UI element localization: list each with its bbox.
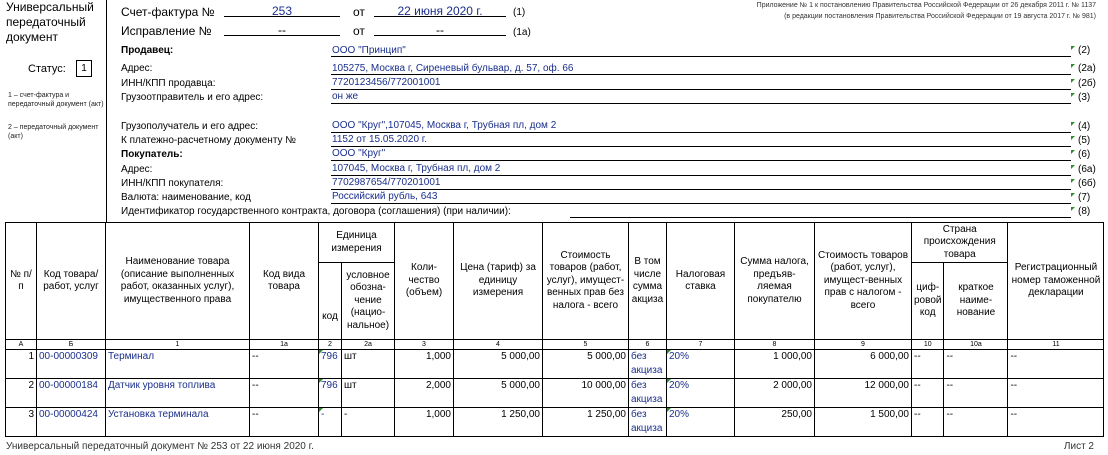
th-declaration: Регистрационный номер таможенной декларации <box>1008 223 1104 340</box>
cell-item-name[interactable]: Датчик уровня топлива <box>106 379 250 408</box>
invoice-code: (1) <box>513 7 526 18</box>
cell-index: 1 <box>6 350 37 379</box>
cell-cost[interactable]: 5 000,00 <box>543 350 629 379</box>
contract-id-code: (8) <box>1078 206 1091 217</box>
buyer-inn-value[interactable]: 7702987654/770201001 <box>332 177 441 188</box>
correction-code: (1а) <box>513 27 531 38</box>
cell-total[interactable]: 6 000,00 <box>815 350 912 379</box>
cell-total[interactable]: 12 000,00 <box>815 379 912 408</box>
status-label: Статус: <box>28 63 66 75</box>
colnum: 8 <box>735 340 815 350</box>
cell-price[interactable]: 1 250,00 <box>454 408 543 437</box>
colnum: 4 <box>454 340 543 350</box>
cell-rate[interactable]: 20% <box>667 379 735 408</box>
goods-table <box>5 222 1104 437</box>
th-excise: В том числе сумма акциза <box>629 223 667 340</box>
cell-rate[interactable]: 20% <box>667 350 735 379</box>
cell-unit-name[interactable]: шт <box>342 350 395 379</box>
buyer-address-value[interactable]: 107045, Москва г, Трубная пл, дом 2 <box>332 163 501 174</box>
cell-rate[interactable]: 20% <box>667 408 735 437</box>
seller-value[interactable]: ООО "Принцип" <box>332 45 406 56</box>
correction-from: от <box>353 24 365 38</box>
th-country-name: краткое наиме-нование <box>944 263 1008 340</box>
cell-country-name[interactable]: -- <box>944 408 1008 437</box>
currency-code: (7) <box>1078 192 1091 203</box>
colnum: 3 <box>395 340 454 350</box>
cell-item-code[interactable]: 00-00000184 <box>37 379 106 408</box>
column-numbers-row <box>6 340 1104 350</box>
colnum: 1а <box>250 340 319 350</box>
contract-id-label: Идентификатор государственного контракта, договора (соглашения) (при наличии): <box>121 206 511 217</box>
cell-item-name[interactable]: Установка терминала <box>106 408 250 437</box>
colnum: 10 <box>912 340 944 350</box>
invoice-number[interactable]: 253 <box>271 4 293 18</box>
buyer-inn-code: (6б) <box>1078 178 1096 189</box>
payment-doc-label: К платежно-расчетному документу № <box>121 135 297 146</box>
colnum: А <box>6 340 37 350</box>
consignee-code: (4) <box>1078 121 1091 132</box>
th-qty: Коли-чество (объем) <box>395 223 454 340</box>
colnum: 2 <box>319 340 342 350</box>
seller-inn-label: ИНН/КПП продавца: <box>121 78 216 89</box>
shipper-value[interactable]: он же <box>332 91 359 102</box>
table-row[interactable] <box>6 350 1104 379</box>
table-row[interactable] <box>6 408 1104 437</box>
payment-doc-code: (5) <box>1078 135 1091 146</box>
buyer-inn-label: ИНН/КПП покупателя: <box>121 178 224 189</box>
cell-qty[interactable]: 2,000 <box>395 379 454 408</box>
cell-country-name[interactable]: -- <box>944 379 1008 408</box>
cell-excise[interactable]: без акциза <box>629 408 667 437</box>
cell-index: 3 <box>6 408 37 437</box>
cell-cost[interactable]: 1 250,00 <box>543 408 629 437</box>
seller-label: Продавец: <box>121 45 174 56</box>
cell-country-code[interactable]: -- <box>912 408 944 437</box>
seller-address-code: (2а) <box>1078 63 1096 74</box>
colnum: 9 <box>815 340 912 350</box>
payment-doc-value[interactable]: 1152 от 15.05.2020 г. <box>332 134 428 145</box>
cell-unit-name[interactable]: шт <box>342 379 395 408</box>
cell-declaration[interactable]: -- <box>1008 408 1104 437</box>
cell-country-code[interactable]: -- <box>912 379 944 408</box>
cell-price[interactable]: 5 000,00 <box>454 379 543 408</box>
left-divider <box>106 0 107 222</box>
colnum: 1 <box>106 340 250 350</box>
seller-inn-value[interactable]: 7720123456/772001001 <box>332 77 441 88</box>
invoice-date[interactable]: 22 июня 2020 г. <box>397 4 483 18</box>
seller-code: (2) <box>1078 45 1091 56</box>
cell-qty[interactable]: 1,000 <box>395 350 454 379</box>
buyer-label: Покупатель: <box>121 149 183 160</box>
th-kind-code: Код вида товара <box>250 223 319 340</box>
th-item-name: Наименование товара (описание выполненных работ, оказанных услуг), имущественного права <box>106 223 250 340</box>
invoice-from: от <box>353 5 365 19</box>
cell-kind-code[interactable]: -- <box>250 350 319 379</box>
colnum: 10а <box>944 340 1008 350</box>
appendix-line-2: (в редакции постановления Правительства Российской Федерации от 19 августа 2017 г. № 981) <box>784 13 1096 20</box>
cell-cost[interactable]: 10 000,00 <box>543 379 629 408</box>
doc-title: Универсальный передаточный документ <box>6 0 94 44</box>
cell-index: 2 <box>6 379 37 408</box>
th-tax: Сумма налога, предъяв-ляемая покупателю <box>735 223 815 340</box>
buyer-address-label: Адрес: <box>121 164 153 175</box>
seller-address-label: Адрес: <box>121 63 153 74</box>
buyer-value[interactable]: ООО "Круг" <box>332 148 386 159</box>
cell-marker <box>319 408 323 412</box>
cell-marker <box>319 350 323 354</box>
cell-declaration[interactable]: -- <box>1008 350 1104 379</box>
footer-page: Лист 2 <box>1063 441 1094 452</box>
cell-marker <box>667 350 671 354</box>
cell-declaration[interactable]: -- <box>1008 379 1104 408</box>
cell-tax[interactable]: 250,00 <box>735 408 815 437</box>
correction-number[interactable]: -- <box>278 23 286 37</box>
cell-item-code[interactable]: 00-00000424 <box>37 408 106 437</box>
cell-kind-code[interactable]: -- <box>250 379 319 408</box>
cell-unit-code[interactable]: - <box>319 408 342 437</box>
colnum: 7 <box>667 340 735 350</box>
correction-date[interactable]: -- <box>436 23 444 37</box>
cell-total[interactable]: 1 500,00 <box>815 408 912 437</box>
currency-value[interactable]: Российский рубль, 643 <box>332 191 438 202</box>
invoice-label: Счет-фактура № <box>121 5 215 19</box>
cell-item-code[interactable]: 00-00000309 <box>37 350 106 379</box>
th-total: Стоимость товаров (работ, услуг), имущест-венных прав с налогом - всего <box>815 223 912 340</box>
cell-country-name[interactable]: -- <box>944 350 1008 379</box>
cell-kind-code[interactable]: -- <box>250 408 319 437</box>
buyer-code: (6) <box>1078 149 1091 160</box>
shipper-code: (3) <box>1078 92 1091 103</box>
cell-unit-code[interactable]: 796 <box>319 379 342 408</box>
cell-marker <box>319 379 323 383</box>
status-note-2: 2 – передаточный документ (акт) <box>8 124 99 140</box>
th-country-code: циф-ровой код <box>912 263 944 340</box>
cell-marker <box>667 379 671 383</box>
th-unit: Единица измерения <box>319 223 395 263</box>
correction-label: Исправление № <box>121 24 212 38</box>
cell-tax[interactable]: 2 000,00 <box>735 379 815 408</box>
th-cost: Стоимость товаров (работ, услуг), имущест-венных прав без налога - всего <box>543 223 629 340</box>
seller-inn-code: (2б) <box>1078 78 1096 89</box>
footer-doc-ref: Универсальный передаточный документ № 253 от 22 июня 2020 г. <box>6 441 314 452</box>
colnum: 11 <box>1008 340 1104 350</box>
cell-marker <box>667 408 671 412</box>
cell-item-name[interactable]: Терминал <box>106 350 250 379</box>
th-rate: Налоговая ставка <box>667 223 735 340</box>
colnum: 2а <box>342 340 395 350</box>
consignee-label: Грузополучатель и его адрес: <box>121 121 258 132</box>
colnum: 6 <box>629 340 667 350</box>
status-value[interactable]: 1 <box>76 60 92 77</box>
cell-country-code[interactable]: -- <box>912 350 944 379</box>
buyer-address-code: (6а) <box>1078 164 1096 175</box>
status-note-1: 1 – счет-фактура и передаточный документ (акт) <box>8 92 104 108</box>
colnum: Б <box>37 340 106 350</box>
cell-excise[interactable]: без акциза <box>629 379 667 408</box>
th-unit-code: код <box>319 263 342 340</box>
cell-qty[interactable]: 1,000 <box>395 408 454 437</box>
th-index: № п/п <box>6 223 37 340</box>
cell-excise[interactable]: без акциза <box>629 350 667 379</box>
th-unit-name: условное обозна-чение (нацио-нальное) <box>342 263 395 340</box>
cell-price[interactable]: 5 000,00 <box>454 350 543 379</box>
cell-unit-name[interactable]: - <box>342 408 395 437</box>
th-country: Страна происхождения товара <box>912 223 1008 263</box>
consignee-value[interactable]: ООО "Круг",107045, Москва г, Трубная пл, дом 2 <box>332 120 557 131</box>
currency-label: Валюта: наименование, код <box>121 192 251 203</box>
th-item-code: Код товара/ работ, услуг <box>37 223 106 340</box>
colnum: 5 <box>543 340 629 350</box>
th-price: Цена (тариф) за единицу измерения <box>454 223 543 340</box>
appendix-line-1: Приложение № 1 к постановлению Правительства Российской Федерации от 26 декабря 2011 г. № 1137 <box>756 2 1096 9</box>
cell-unit-code[interactable]: 796 <box>319 350 342 379</box>
cell-tax[interactable]: 1 000,00 <box>735 350 815 379</box>
seller-address-value[interactable]: 105275, Москва г, Сиреневый бульвар, д. 57, оф. 66 <box>332 63 574 74</box>
shipper-label: Грузоотправитель и его адрес: <box>121 92 264 103</box>
table-row[interactable] <box>6 379 1104 408</box>
